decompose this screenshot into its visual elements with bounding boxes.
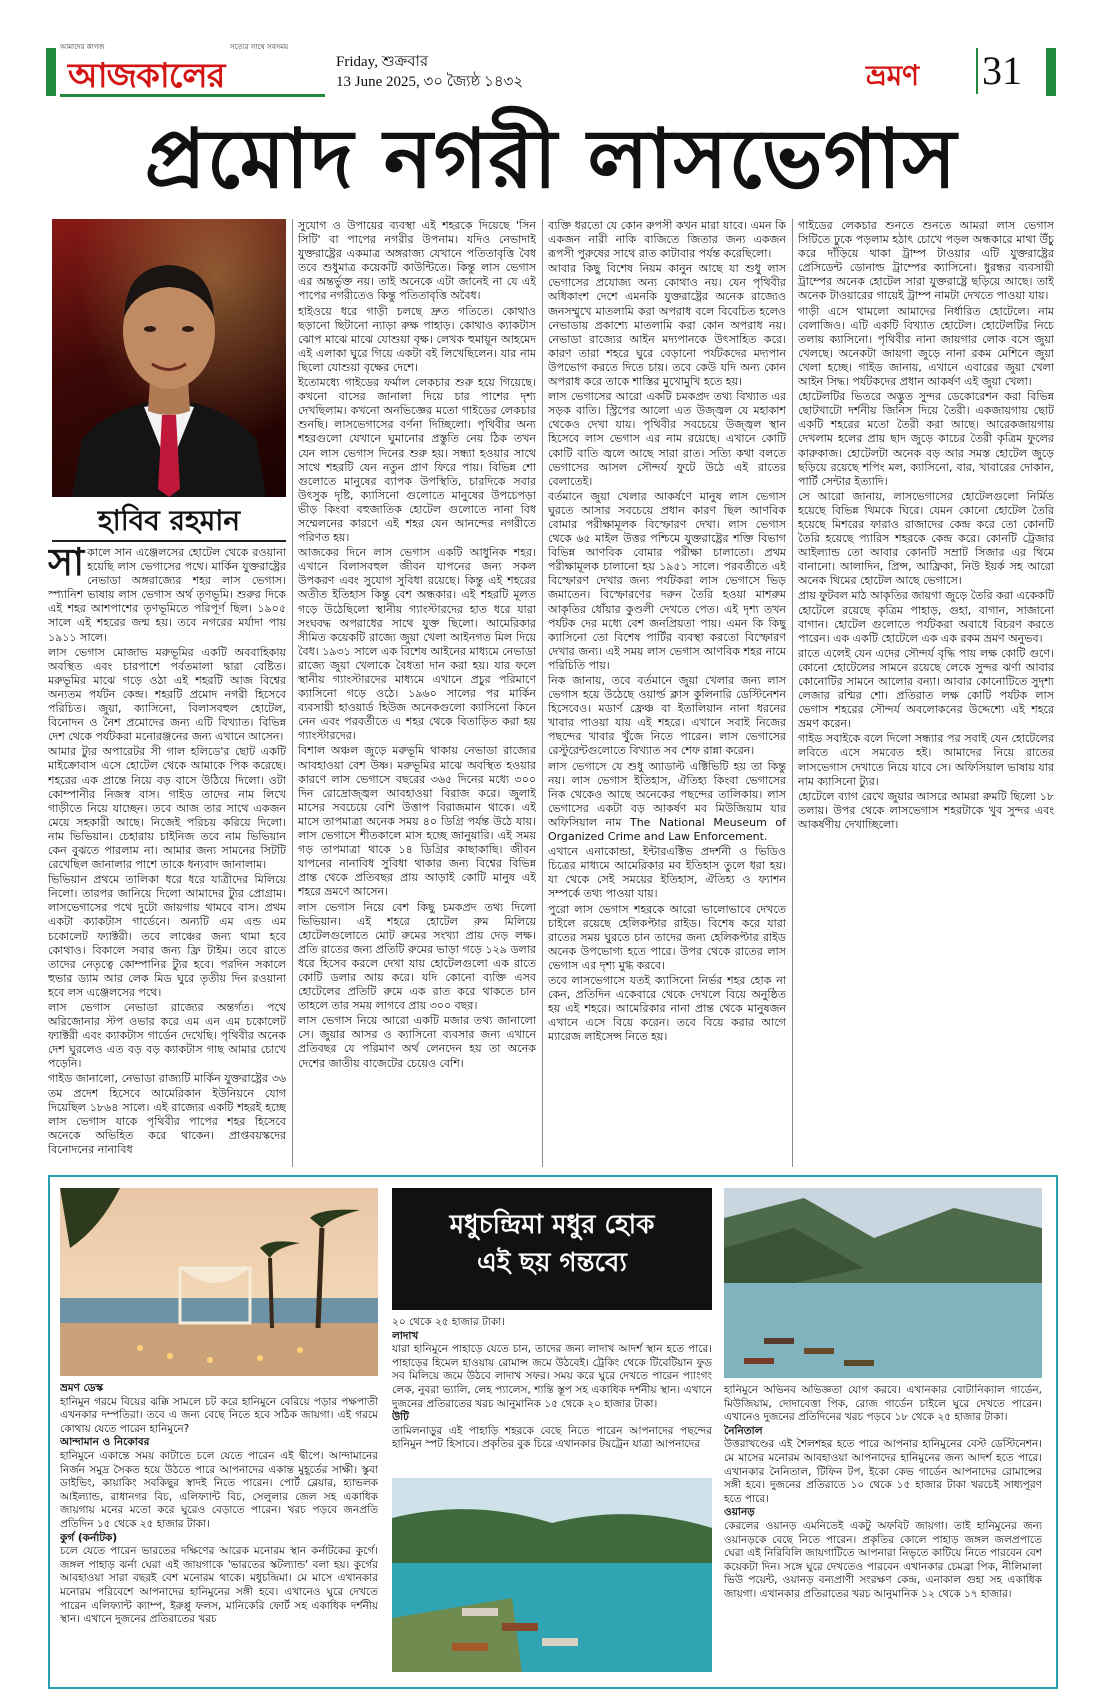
travel-paragraph: উত্তরাখণ্ডের এই শৈলশহর হতে পারে আপনার হানিমুনের বেস্ট ডেস্টিনেশন। মে মাসের মনোরম আবহাওয়া আপনাদের হানিমুনের জন্য আদর্শ হতে পারে। এখানকার নৈনিতাল, টিফিন টপ, ইকো কেভ গার্ডেন আপনাদের রোমান্সের সঙ্গী হবে। দুজনের প্রতিরাতে ১০ থেকে ১৫ হাজার টাকা খরচেই সাধ্যপূরণ হতে পারে। xyxy=(724,1438,1042,1505)
destination-heading: উটি xyxy=(392,1411,409,1424)
article-paragraph: হোটেলে ব্যাগ রেখে জুয়ার আসরে আমরা রুমটি ছিলো ১৮ তলায়। উপর থেকে লাসভেগাস শহরটাকে খুব সুন্দর এবং আকর্ষণীয় দেখাচ্ছিলো। xyxy=(798,789,1054,831)
section-name: ভ্রমণ xyxy=(866,59,920,92)
article-paragraph: আমার ট্যুর অপারেটর সী গাল হলিডে'র ছোট একটি মাইক্রোবাস এসে হোটেল থেকে আমাকে পিক করেছে। শহরের এক প্রান্তে নিয়ে বড় বাসে উঠিয়ে দিলো। ওটা কোম্পানীর নিজস্ব বাস। গাইড তাদের নাম লিখে গাড়ীতে নিয়ে যাচ্ছেন। তবে আজ তার সাথে একজন মেয়ে সহকারী আছে। নিজেই পরিচয় করিয়ে দিলো। নাম ভিভিয়ান। চেহারায় চাইনিজ তবে নাম ভিভিয়ান কেন বুঝতে পারলাম না। আমার জন্য সামনের সিটটি রেখেছিল জানালার পাশে তাকে ধন্যবাদ জানালাম। xyxy=(48,745,286,872)
article-paragraph: লাস ভেগাসে যে শুধু অ্যাডাল্ট এক্টিভিটি হয় তা কিন্তু নয়। লাস ভেগাস ইতিহাস, ঐতিহ্য কিংবা ভেগাসের নিক থেকেও আছে অনেকের পছন্দের তালিকায়। লাস ভেগাসের একটা বড় আকর্ষণ মব মিউজিয়াম যার অফিসিয়াল নাম The National Meuseum of Organized Crime and Law Enforcement. xyxy=(548,759,786,844)
author-portrait-illustration xyxy=(52,219,286,497)
article-paragraph: রাতে এলেই যেন এদের সৌন্দর্য বৃদ্ধি পায় লক্ষ কোটি গুণে। কোনো হোটেলের সামনে রয়েছে লেকে সুন্দর ঝর্ণা আবার কোনোটির সামনে আলোর বন্যা। আবার কোনোটিতে সুদৃশ্য লেজার রশ্মির শো। প্রতিরাত লক্ষ কোটি পর্যটক লাস ভেগাস শহরের সৌন্দর্য অবলোকনের উদ্দেশ্যে এই শহরে ভ্রমণ করেন। xyxy=(798,646,1054,731)
article-paragraph: হাইওয়ে ধরে গাড়ী চলছে দ্রুত গতিতে। কোথাও ছড়ানো ছিটানো ন্যাড়া রুক্ষ পাহাড়। কোথাও ক্যাকটাস ঝোপ মাঝে মাঝে যোশুয়া বৃক্ষ। লেখক হুমায়ূন আহমেদ এই এলাকা ঘুরে গিয়ে একটা বই লিখেছিলেন। যার নাম ছিলো যোশুয়া বৃক্ষের দেশে। xyxy=(298,304,536,374)
travel-paragraph: যারা হানিমুনে পাহাড়ে যেতে চান, তাদের জন্য লাদাখ আদর্শ স্থান হতে পারে। পাহাড়ের হিমেল হাওয়ায় রোমান্স জমে উঠবেই। ট্রেকিং থেকে টিবেটিয়ান ফুড সব মিলিয়ে জমে উঠবে লাদাখ সফর। সময় করে ঘুরে দেখতে পারেন প্যাংগং লেক, নুবরা ভ্যালি, লেহ প্যালেস, শান্তি স্তূপ সহ একাধিক দর্শনীয় স্থান। এখানে দুজনের প্রতিরাতের খরচ আনুমানিক ১৫ থেকে ২০ হাজার টাকা। xyxy=(392,1343,712,1410)
destination-heading: নৈনিতাল xyxy=(724,1424,763,1437)
lake-photo xyxy=(724,1188,1042,1378)
travel-paragraph: তামিলনাড়ুর এই পাহাড়ি শহরকে বেছে নিতে পারেন আপনাদের পছন্দের হানিমুন স্পট হিসাবে। প্রকৃতির বুক চিরে এখানকার টয়ট্রেন যাত্রা আপনাদের xyxy=(392,1424,712,1451)
article-paragraph: প্রায় ফুটবল মাঠ আকৃতির জায়গা জুড়ে তৈরি করা একেকটি হোটেলে রয়েছে কৃত্রিম পাহাড়, গুহা, বাগান, সাজানো বাগান। হোটেল গুলোতে পর্যটকরা অবাধে বিচরণ করতে পারেন। এক একটি হোটেলে এক এক রকম ভ্রমণ অনুভব। xyxy=(798,589,1054,645)
river-photo xyxy=(392,1478,712,1672)
travel-paragraph: হানিমুন গরমে বিয়ের ঝক্কি সামলে চট করে হানিমুনে বেরিয়ে পড়ার পক্ষপাতী এখনকার দম্পতিরা। তবে এ জন্য বেছে নিতে হবে সঠিক জায়গা। এই গরমে কোথায় যেতে পারেন হানিমুনে? xyxy=(60,1395,378,1435)
article-column-3 xyxy=(548,219,786,1167)
travel-title-line-1: মধুচন্দ্রিমা মধুর হোক xyxy=(449,1210,655,1240)
travel-title-line-2: এই ছয় গন্তব্যে xyxy=(477,1248,627,1278)
travel-text-left xyxy=(60,1382,378,1680)
column-rule xyxy=(792,219,793,1167)
travel-text-middle xyxy=(392,1316,712,1472)
paragraph-text: কালে সান এঞ্জেলসের হোটেল থেকে রওয়ানা হয়েছি লাস ভেগাসের পথে। মার্কিন যুক্তরাষ্ট্রের নেভাডা অঙ্গরাজ্যের শহর লাস ভেগাস। স্প্যানিশ ভাষায় লাস ভেগাস অর্থ তৃণভূমি। শুরুর দিকে এই শহর আশপাশের তৃণভূমিতে পরিপূর্ণ ছিল। ১৯০৫ সালে এই শহরের জন্ম হয়। তবে নগরের মর্যাদা পায় ১৯১১ সালে। xyxy=(48,546,286,644)
article-paragraph: ভিভিয়ান প্রথমে তালিকা ধরে ধরে যাত্রীদের মিলিয়ে নিলো। তারপর জানিয়ে দিলো আমাদের ট্যুর প্রোগ্রাম। লাসভেগাসের পথে দুটো জায়গায় থামবে বাস। প্রথম একটা ক্যাকটাস গার্ডেনে। অন্যটি এম এন্ড এম চকোলেট ফ্যাক্টরী। তবে লাঞ্চের জন্য থামা হবে কোথাও। বিকালে সবার জন্য ফ্রি টাইম। তবে রাতে তাদের নেতৃত্বে কোম্পানির ট্যুর হবে। পরদিন সকালে হুভার ড্যাম আর লেক মিড ঘুরে তৃতীয় দিন রওয়ানা হবে লস এঞ্জেলসের পথে। xyxy=(48,873,286,999)
destination-heading: কুর্গ (কর্নাটক) xyxy=(60,1531,118,1544)
article-paragraph: গাইড জানালো, নেভাডা রাজ্যটি মার্কিন যুক্তরাষ্ট্রের ৩৬ তম প্রদেশ হিসেবে আমেরিকান ইউনিয়নে যোগ দিয়েছিল ১৮৬৪ সালে। এই রাজ্যের একটি শহরই হচ্ছে লাস ভেগাস যাকে পৃথিবীর পাপের শহর হিসেবে অনেকে অভিহিত করে থাকেন। প্রাপ্তবয়স্কদের বিনোদনের নানাবিধ xyxy=(48,1072,286,1156)
article-paragraph: হোটেলটির ভিতরে অদ্ভুত সুন্দর ডেকোরেশন করা বিভিন্ন ছোটখাটো দর্শনীয় জিনিস দিয়ে তৈরী। একজায়গায় ছোট একটি শহরের মতো তৈরী করা আছে। আরেকজায়গায় দেখলাম হলের প্রায় ছাদ জুড়ে কাচের তৈরী কৃত্রিম ফুলের কারুকাজ। হোটেলটা অনেক বড় আর সমস্ত হোটেল জুড়ে ছড়িয়ে রয়েছে শপিং মল, ক্যাসিনো, বার, খাবারের দোকান, পার্টি সেন্টার ইত্যাদি। xyxy=(798,390,1054,488)
article-paragraph: বিশাল অঞ্চল জুড়ে মরুভূমি থাকায় নেভাডা রাজ্যের আবহাওয়া বেশ উষ্ণ। মরুভূমির মাঝে অবস্থিত হওয়ার কারণে লাস ভেগাসে বছরের ৩৬৫ দিনের মধ্যে ৩০০ দিন রোদ্রোজ্জ্বল আবহাওয়া বিরাজ করে। জুলাই মাসের সবচেয়ে বেশি উত্তাপ বিরাজমান থাকে। এই মাসে তাপমাত্রা অনেক সময় ৪০ ডিগ্রি পর্যন্ত উঠে যায়। লাস ভেগাসে শীতকালে মাস হচ্ছে জানুয়ারি। এই সময় গড় তাপমাত্রা থাকে ১৪ ডিগ্রির কাছাকাছি। জীবন যাপনের নানাবিধ সুবিধা থাকার জন্য বিশ্বের বিভিন্ন প্রান্ত থেকে প্রতিবছর প্রায় আড়াই কোটি মানুষ এই শহরে ভ্রমণে আসেন। xyxy=(298,744,536,899)
masthead xyxy=(46,43,1056,98)
article-paragraph: বর্তমানে জুয়া খেলার আকর্ষণে মানুষ লাস ভেগাস ঘুরতে আসার সবচেয়ে প্রধান কারণ ছিল আণবিক বোমার পরীক্ষামূলক বিস্ফোরণ দেখা। লাস ভেগাস থেকে ৬৫ মাইল উত্তর পশ্চিমে যুক্তরাষ্ট্রের শক্তি বিভাগ বিভিন্ন আণবিক বোমার পরীক্ষা চালাতো। প্রথম পরীক্ষামূলক চালানো হয় ১৯৫১ সালে। পরবর্তীতে এই বিস্ফোরণ দেখার জন্য পর্যটকরা লাস ভেগাসে ভিড় জমাতেন। বিস্ফোরণের দরুন তৈরি হওয়া মাশরুম আকৃতির ধোঁয়ার কুণ্ডলী দেখতে পেত। এই দৃশ্য তখন পর্যটক দের মধ্যে বেশ জনপ্রিয়তা পায়। এমন কি কিছু ক্যাসিনো তো বিশেষ পার্টির ব্যবস্থা করতো বিস্ফোরণ দেখার জন্য। এই সময় লাস ভেগাস আণবিক শহর নামে পরিচিতি পায়। xyxy=(548,489,786,672)
headline: প্রমোদ নগরী লাসভেগাস xyxy=(144,112,958,207)
dateline xyxy=(336,52,523,92)
travel-credit: ভ্রমণ ডেস্ক xyxy=(60,1382,104,1394)
article-paragraph: সে আরো জানায়, লাসভেগাসের হোটেলগুলো নির্মিত হয়েছে বিভিন্ন থিমকে ঘিরে। যেমন কোনো হোটেল তৈরি হয়েছে মিশরের ফারাও রাজাদের কেন্দ্র করে তো কোনটি তৈরি হয়েছে প্যারিস শহরকে কেন্দ্র করে। কোনটি ট্রেজার আইল্যান্ড তো আবার কোনটি সম্রাট সিজার এর থিমে বানানো। আলাদিন, প্রিন্স, আফ্রিকা, নিউ ইয়র্ক সহ আরো অনেক থিমের হোটেল আছে ভেগাসে। xyxy=(798,489,1054,588)
masthead-green-bar-left xyxy=(46,48,56,96)
article-paragraph: এখানে এনাকোন্ডা, ইন্টারএক্টিভ প্রদর্শনী ও ভিডিও চিত্রের মাধ্যমে আমেরিকার মব ইতিহাস তুলে ধরা হয়। যা থেকে সেই সময়ের ইতিহাস, ঐতিহ্য ও ফ্যাশন সম্পর্কে তথ্য পাওয়া যায়। xyxy=(548,845,786,901)
article-paragraph: ব্যক্তি ধরতো যে কোন রুপসী কখন মারা যাবে। এমন কি একজন নারী নাকি বাজিতে জিতার জন্য একজন রূপসী পুরুষের সাথে রাত কাটাবার পর্যন্ত করেছিলো। xyxy=(548,219,786,261)
lake-photo-illustration xyxy=(724,1188,1042,1378)
author-portrait xyxy=(52,219,286,497)
logo-tagline-right: সত্যের সাথে সবসময় xyxy=(230,43,289,51)
destination-heading: ওয়ানড় xyxy=(724,1506,755,1519)
article-paragraph: লাস ভেগাস নেভাডা রাজ্যের অন্তর্গত। পথে অরিজোনার স্টপ ওভার করে এম এন এম চকোলেট ফ্যাক্টরী এবং ক্যাকটাস গার্ডেন দেখেছি। পৃথিবীর অনেক দেশ ঘুরলেও এত বড় বড় ক্যাকটাস গাছ আমার চোখে পড়েনি। xyxy=(48,1001,286,1071)
dateline-date: 13 June 2025, ৩০ জ্যৈষ্ঠ ১৪৩২ xyxy=(336,74,524,90)
article-paragraph: আজকের দিনে লাস ভেগাস একটি আধুনিক শহর। এখানে বিলাসবহুল জীবন যাপনের জন্য সকল উপকরণ এবং সুযোগ সুবিধা রয়েছে। কিন্তু এই শহরের অতীত ইতিহাস কিন্তু বেশ অন্ধকার। এই শহরটি মূলত গড়ে উঠেছিলো স্থানীয় গ্যাংস্টারদের হাত ধরে যারা সংঘবদ্ধ অপরাধের সাথে যুক্ত ছিলো। আমেরিকার সীমিত কয়েকটি রাজ্যে জুয়া খেলা আইনগত মিল দিয়ে বৈধ। ১৯৩১ সালে এক বিশেষ আইনের মাধ্যমে নেভাডা রাজ্যে জুয়া খেলাকে বৈধতা দান করা হয়। যার ফলে স্থানীয় গ্যাংস্টারদের মাধ্যমে এখানে প্রচুর পরিমাণে ক্যাসিনো গড়ে ওঠে। ১৯৬০ সালের পর মার্কিন ব্যবসায়ী হাওয়ার্ড হিউজ অনেকগুলো ক্যাসিনো কিনে নেন এবং পরবর্তীতে এ শহর থেকে বিতাড়িত করা হয় গ্যাংস্টারদের। xyxy=(298,546,536,743)
article-paragraph: লাস ভেগাসের আরো একটি চমকপ্রদ তথ্য বিখ্যাত এর সড়ক বাতি। স্ট্রিপের আলো এত উজ্জ্বল যে মহাকাশ থেকেও দেখা যায়। পৃথিবীর সবচেয়ে উজ্জ্বল স্থান হিসেবে লাস ভেগাস এর নাম রয়েছে। এখানে কোটি কোটি বাতি জ্বলে আছে সারা রাত। সত্যি কথা বলতে ভেগাসের আসল সৌন্দর্য ফুটে উঠে এই রাতের বেলাতেই। xyxy=(548,390,786,488)
article-paragraph: আবার কিছু বিশেষ নিয়ম কানুন আছে যা শুধু লাস ভেগাসের প্রযোজ্য অন্য কোথাও নয়। যেন পৃথিবীর অধিকাংশ দেশে এমনকি যুক্তরাষ্ট্রের অনেক রাজ্যেও জনসম্মুখে মাতলামি করা অপরাধ বলে বিবেচিত হলেও নেভাডায় প্রকাশ্যে মাতলামি করা কোন অপরাধ নয়। নেভাডা রাজ্যের আইন মদ্যপানকে উৎসাহিত করে। কারণ তারা শহরে ঘুরে বেড়ানো পর্যটকদের মদ্যপান উপভোগ করতে দিতে চায়। তবে কেউ যদি অন্য কোন অপরাধ করে তাকে শাস্তির মুখোমুখি হতে হয়। xyxy=(548,262,786,389)
river-photo-illustration xyxy=(392,1478,712,1672)
beach-photo-illustration xyxy=(60,1188,378,1376)
travel-text-right xyxy=(724,1384,1042,1680)
destination-heading: লাদাখ xyxy=(392,1329,419,1342)
article-paragraph: গাইড সবাইকে বলে দিলো সন্ধ্যার পর সবাই যেন হোটেলের লবিতে এসে সমবেত হই। আমাদের নিয়ে রাতের লাসভেগাস দেখাতে নিয়ে যাবে সে। অফিসিয়াল ভাষায় যার নাম ক্যাসিনো ট্যুর। xyxy=(798,732,1054,788)
column-rule xyxy=(292,219,293,1167)
newspaper-logo xyxy=(60,43,325,97)
article-paragraph: তবে লাসভেগাসে যতই ক্যাসিনো নির্ভর শহর হোক না কেন, প্রতিদিন একেবারে থেকে দেখলে বিয়ে অনুষ্ঠিত হয় এই শহরে। আমেরিকার নানা প্রান্ত থেকে মানুষজন এখানে এসে বিয়ে করেন। তবে বিয়ে করার আগে ম্যারেজ লাইসেন্স নিতে হয়। xyxy=(548,973,786,1044)
travel-paragraph: ২০ থেকে ২৫ হাজার টাকা। xyxy=(392,1316,505,1328)
logo-wordmark: আজকালের xyxy=(68,56,225,96)
article-paragraph: গাড়ী এসে থামলো আমাদের নির্ধারিত হোটেলে। নাম বেলাজিও। এটি একটি বিখ্যাত হোটেল। হোটেলটির নিচে তলায় ক্যাসিনো। পৃথিবীর নানা জায়গার লোক বসে জুয়া খেলছে। অনেকটা জায়গা জুড়ে নানা রকম মেশিনে জুয়া খেলা হচ্ছে। গাইড জানায়, এখানে এবারের জুয়া খেলা আইন সিদ্ধ। পর্যটকদের প্রধান আকর্ষণ এই জুয়া খেলা। xyxy=(798,304,1054,389)
article-paragraph: নিক জানায়, তবে বর্তমানে জুয়া খেলার জন্য লাস ভেগাস হয়ে উঠেছে ওয়ার্ল্ড ক্লাস কুলিনারি ডেস্টিনেশন হিসেবেও। মডার্ণ ফ্রেঞ্চ বা ইতালিয়ান নানা ধরনের খাবার পাওয়া যায় এই শহরে। এখানে সবাই নিজের পছন্দের খাবার খুঁজে নিতে পারেন। লাস ভেগাসের রেস্টুরেন্টগুলোতে বিখ্যাত সব শেফ রান্না করেন। xyxy=(548,674,786,758)
article-paragraph: লাস ভেগাস মোজাভ মরুভূমির একটি অববাহিকায় অবস্থিত এবং চারপাশে পর্বতমালা দ্বারা বেষ্টিত। মরুভূমির মাঝে গড়ে ওঠা এই শহরটি আজ বিশ্বের অন্যতম পর্যটন কেন্দ্র। শহরটি প্রমোদ নগরী হিসেবে পরিচিত। জুয়া, ক্যাসিনো, বিলাসবহুল হোটেল, বিনোদন ও নৈশ প্রমোদের জন্য এটি বিখ্যাত। বিভিন্ন দেশ থেকে পর্যটকরা মনোরঞ্জনের জন্য এখানে আসেন। xyxy=(48,645,286,744)
destination-heading: আন্দামান ও নিকোবর xyxy=(60,1436,150,1449)
article-column-2 xyxy=(298,219,536,1167)
travel-paragraph: কেরলের ওয়ানড় এমনিতেই একটু অফবিট জায়গা। তাই হানিমুনের জন্য ওয়ানড়কে বেছে নিতে পারেন। প্রকৃতির কোলে পাহাড় জঙ্গল জলপ্রপাতে ঘেরা এই নিরিবিলি জায়গাটিতে আপনারা নিভৃতে কাটিয়ে নিতে পারবেন বেশ কয়েকটা দিন। সঙ্গে ঘুরে দেখতেও পারবেন এখানকার চেমব্রা পিক, নীলিমালা ভিউ পয়েন্ট, ওয়ানড় বন্যপ্রাণী সংরক্ষণ কেন্দ্র, এনাকাল গুহা সহ একাধিক জায়গা। এখানকার প্রতিরাতের খরচ আনুমানিক ১২ থেকে ১৭ হাজার। xyxy=(724,1519,1042,1600)
article-paragraph: ইতোমধ্যে গাইডের ফর্মাল লেকচার শুরু হয়ে গিয়েছে। কখনো বাসের জানালা দিয়ে চার পাশের দৃশ্য দেখছিলাম। কখনো অনভিজ্ঞের মতো গাইডের লেকচার শুনছি। লাসভেগাসের বর্ণনা দিচ্ছিলো। পৃথিবীর অন্য শহরগুলো যেখানে ঘুমানোর প্রস্তুতি নেয় ঠিক তখন যেন লাস ভেগাস দিনের শুরু হয়। সন্ধ্যা হওয়ার সাথে সাথে শহরটি যেন নতুন প্রাণ ফিরে পায়। বিভিন্ন শো গুলোতে মানুষের ব্যাপক উপস্থিতি, চারদিকে সবার উৎসুক দৃষ্টি, ক্যাসিনো গুলোতে মানুষের উপচেপড়া ভীড় কিংবা বহুজাতিক হোটেল গুলোতে নানা বিধ সম্মেলনের কারণে এই শহর যেন আনন্দের নগরীতে পরিণত হয়। xyxy=(298,376,536,545)
column-rule xyxy=(542,219,543,1167)
drop-cap: সা xyxy=(48,546,85,584)
article-column-4 xyxy=(798,219,1054,1167)
article-paragraph: গাইডের লেকচার শুনতে শুনতে আমরা লাস ভেগাস সিটিতে ঢুকে পড়লাম হঠাৎ চোখে পড়ল অন্ধকারে মাথা উঁচু করে দাঁড়িয়ে থাকা ট্রাম্প টাওয়ার এটি যুক্তরাষ্ট্রের প্রেসিডেন্ট ডোনাল্ড ট্রাম্পের ক্যাসিনো। ধুরন্ধর ব্যবসায়ী ট্রাম্পের অনেক হোটেল সারা যুক্তরাষ্ট্রে ছড়িয়ে আছে। তাই অনেক টাওয়ারের গায়েই ট্রাম্প নামটা দেখতে পাওয়া যায়। xyxy=(798,219,1054,303)
masthead-green-bar-right xyxy=(1046,48,1056,96)
author-byline: হাবিব রহমান xyxy=(52,502,286,542)
article-paragraph: সুযোগ ও উপায়ের ব্যবস্থা এই শহরকে দিয়েছে 'সিন সিটি' বা পাপের নগরীর উপনাম। যদিও নেভাদাই যুক্তরাষ্ট্রের একমাত্র অঙ্গরাজ্য যেখানে পতিতাবৃত্তি বৈধ তবে শুধুমাত্র কয়েকটি কাউন্টিতে। কিন্তু লাস ভেগাস এর অন্তর্ভুক্ত নয়। তাই অনেকে এটা জানেই না যে এই পাপের নগরীতেও কিন্তু পতিতাবৃত্তি অবৈধ। xyxy=(298,219,536,303)
article-paragraph: পুরো লাস ভেগাস শহরকে আরো ভালোভাবে দেখতে চাইলে রয়েছে হেলিকপ্টার রাইড। বিশেষ করে যারা রাতের সময় ঘুরতে চান তাদের জন্য হেলিকপ্টার রাইড অনেক উপভোগ্য হতে পারে। উপর থেকে রাতের লাস ভেগাস এর দৃশ্য মুগ্ধ করবে। xyxy=(548,902,786,972)
page-number: 31 xyxy=(976,48,1022,94)
logo-tagline-left: আমাদের কাগজ xyxy=(60,43,105,51)
travel-paragraph: হানিমুনে অভিনব অভিজ্ঞতা যোগ করবে। এখানকার বোটানিক্যাল গার্ডেন, মিউজিয়াম, দোদাবেত্তা পিক, রোজ গার্ডেন চাইলে ঘুরে দেখতে পারেন। এখানেও দুজনের প্রতিদিনের খরচ পড়বে ১৮ থেকে ২৫ হাজার টাকা। xyxy=(724,1384,1042,1424)
article-column-1 xyxy=(48,546,286,1166)
article-paragraph: লাস ভেগাস নিয়ে আরো একটি মজার তথ্য জানালো সে। জুয়ার আসর ও ক্যাসিনো ব্যবসার জন্য এখানে প্রতিবছর যে পরিমাণ অর্থ লেনদেন হয় তা অনেক দেশের জাতীয় বাজেটের চেয়েও বেশি। xyxy=(298,1014,536,1070)
travel-paragraph: চলে যেতে পারেন ভারতের দক্ষিণের আরেক মনোরম স্থান কর্নাটকের কুর্গে। জঙ্গল পাহাড় ঝর্না ঘেরা এই জায়গাকে 'ভারতের স্কটল্যান্ড' বলা হয়। কুর্গের আবহাওয়া সারা বছরই বেশ মনোরম থাকে। মধুচন্দ্রিমা। মে মাসে এখানকার মনোরম পরিবেশে আপনাদের হানিমুনের সঙ্গী হবে। এখানেও ঘুরে দেখতে পারেন এলিফ্যান্ট ক্যাম্প, ইরুপ্পু ফলস, মানিকেরি ফোর্ট সহ একাধিক দর্শনীয় স্থান। এখানে দুজনের প্রতিরাতের খরচ xyxy=(60,1545,378,1626)
dateline-day: Friday, শুক্রবার xyxy=(336,54,429,70)
travel-paragraph: হানিমুনে একান্তে সময় কাটাতে চলে যেতে পারেন এই দ্বীপে। আন্দামানের নির্জন সমুদ্র সৈকত হয়ে উঠতে পারে আপনাদের একান্ত মুহূর্তের সাক্ষী। স্কুবা ডাইভিং, কায়াকিং সবকিছুর স্বাদই নিতে পারেন। পোর্ট ব্লেয়ার, হ্যাভলক আইল্যান্ড, রাধানগর বিচ, এলিফ্যান্ট বিচ, সেলুলার জেল সহ একাধিক জায়গায় মনের মতো করে ঘুরেও বেড়াতে পারেন। খরচ পড়বে জনপ্রতি প্রতিদিন ১৫ থেকে ২৫ হাজার টাকা। xyxy=(60,1449,378,1530)
article-paragraph xyxy=(48,546,286,645)
beach-photo xyxy=(60,1188,378,1376)
travel-feature-title xyxy=(392,1188,712,1310)
article-paragraph: লাস ভেগাস নিয়ে বেশ কিছু চমকপ্রদ তথ্য দিলো ভিভিয়ান। এই শহরে হোটেল রুম মিলিয়ে হোটেলগুলোতে মোট রুমের সংখ্যা প্রায় দেড় লক্ষ। প্রতি রাতের জন্য প্রতিটি রুমের ভাড়া গড়ে ১২৯ ডলার ধরে হিসেব করলে দেখা যায় হোটেলগুলো এক রাতে কোটি ডলার আয় করে। যদি কোনো ব্যক্তি এসব হোটেলের প্রতিটি রুমে এক রাত করে থাকতে চান তাহলে তার সময় লাগবে প্রায় ৩০০ বছর। xyxy=(298,900,536,1013)
